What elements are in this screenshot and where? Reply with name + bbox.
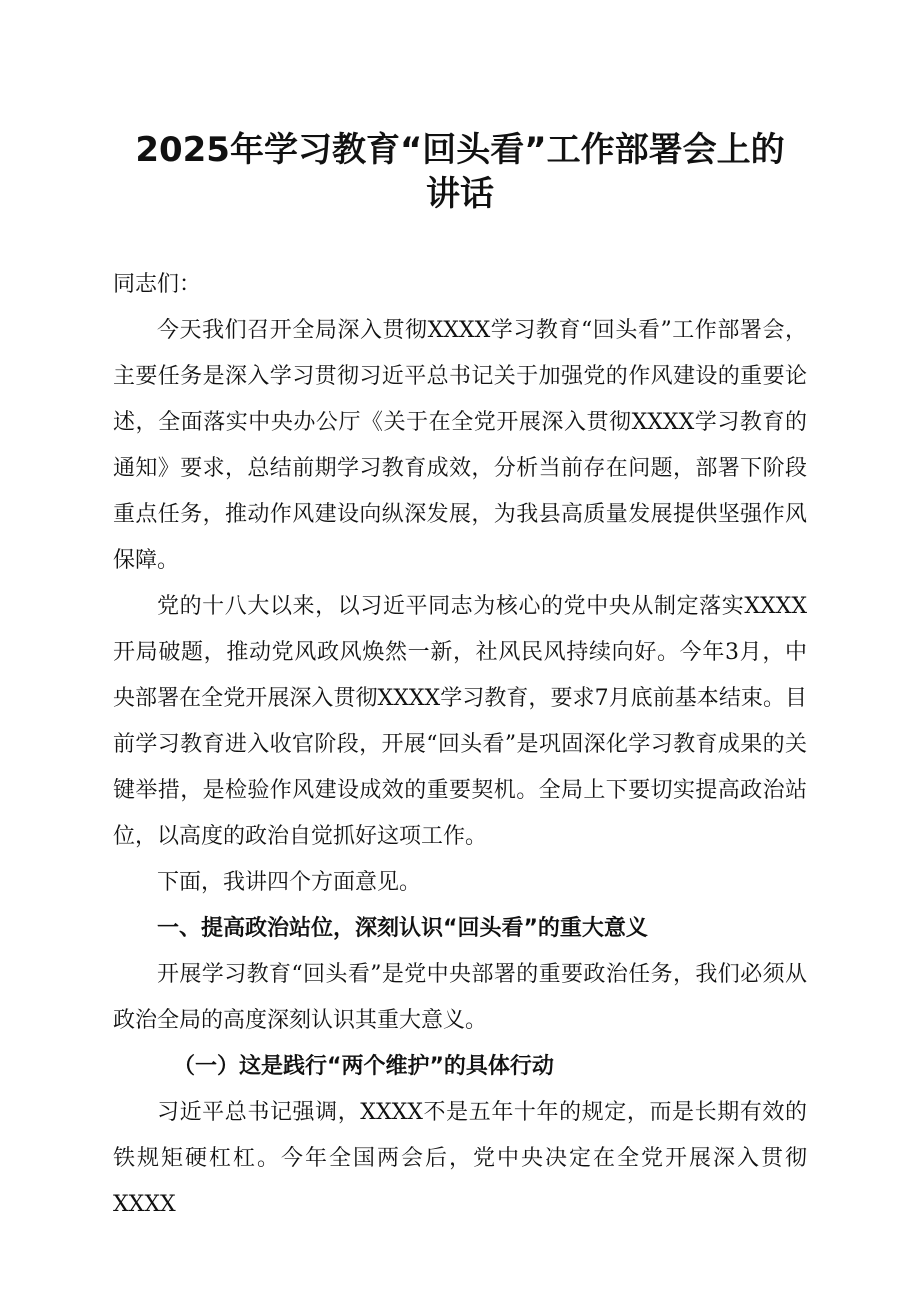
page-title — [110, 128, 810, 216]
salutation: 同志们： — [113, 272, 202, 297]
paragraph: 今天我们召开全局深入贯彻XXXX学习教育“回头看”工作部署会，主要任务是深入学习贯彻习近平总书记关于加强党的作风建设的重要论述，全面落实中央办公厅《关于在全党开展深入贯彻XXXX学习教育的通知》要求，总结前期学习教育成效，分析当前存在问题，部署下阶段重点任务，推动作风建设向纵深发展，为我县高质量发展提供坚强作风保障。 — [113, 318, 807, 573]
title-line-2: 讲话 — [426, 174, 494, 214]
section-heading: 一、提高政治站位，深刻认识“回头看”的重大意义 — [157, 916, 648, 941]
paragraph: 开展学习教育“回头看”是党中央部署的重要政治任务，我们必须从政治全局的高度深刻认识其重大意义。 — [113, 962, 807, 1033]
document-body — [113, 262, 807, 1228]
paragraph: 党的十八大以来，以习近平同志为核心的党中央从制定落实XXXX开局破题，推动党风政风焕然一新，社风民风持续向好。今年3月，中央部署在全党开展深入贯彻XXXX学习教育，要求7月底前基本结束。目前学习教育进入收官阶段，开展“回头看”是巩固深化学习教育成果的关键举措，是检验作风建设成效的重要契机。全局上下要切实提高政治站位，以高度的政治自觉抓好这项工作。 — [113, 594, 807, 849]
paragraph: 习近平总书记强调，XXXX不是五年十年的规定，而是长期有效的铁规矩硬杠杠。今年全国两会后，党中央决定在全党开展深入贯彻XXXX — [113, 1100, 807, 1217]
title-line-1: 2025年学习教育“回头看”工作部署会上的 — [135, 130, 785, 170]
paragraph: 下面，我讲四个方面意见。 — [157, 870, 422, 895]
subsection-heading: （一）这是践行“两个维护”的具体行动 — [173, 1054, 554, 1079]
